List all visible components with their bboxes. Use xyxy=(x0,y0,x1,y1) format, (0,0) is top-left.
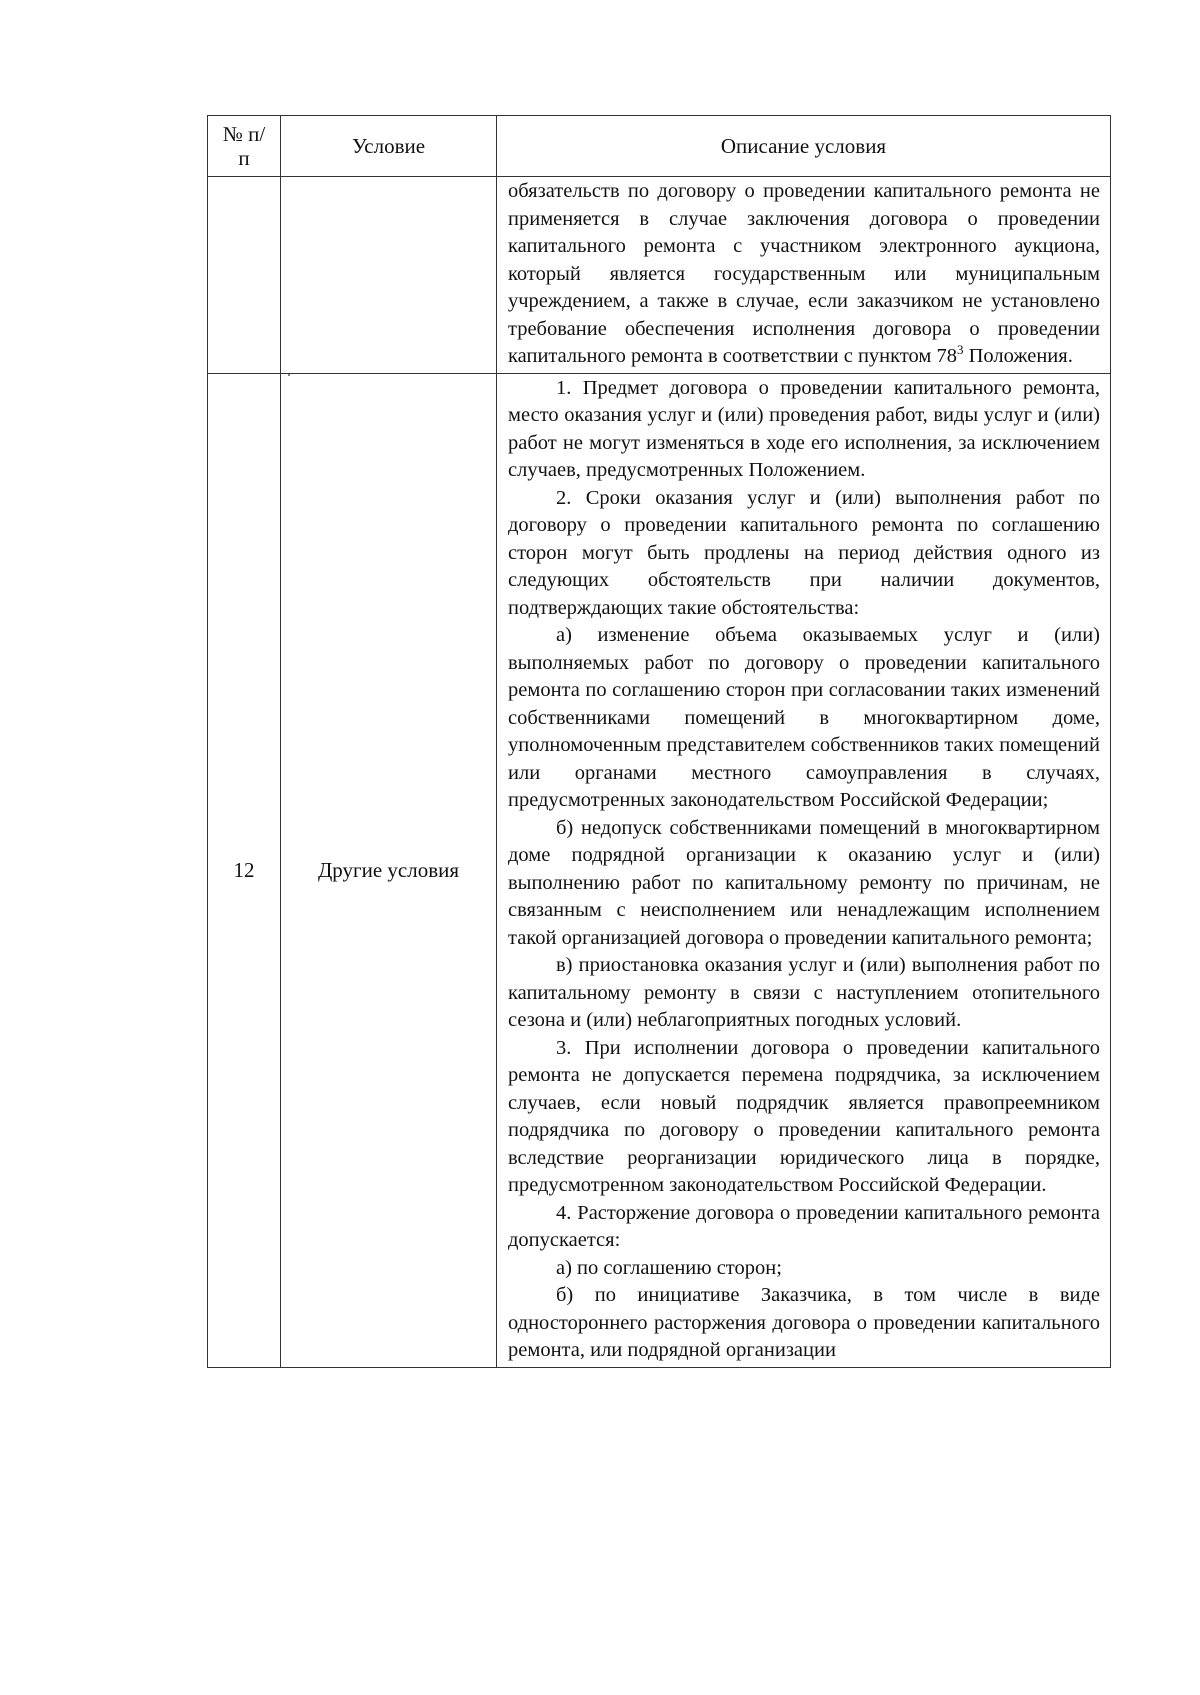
table-row-12 xyxy=(208,373,1111,1367)
row-description xyxy=(497,373,1111,1367)
row-condition xyxy=(281,177,497,374)
table-row-continued xyxy=(208,177,1111,374)
header-description: Описание условия xyxy=(497,116,1111,177)
table-header-row xyxy=(208,116,1111,177)
scan-speck xyxy=(288,374,290,376)
row-num xyxy=(208,177,281,374)
paragraph-4b: б) по инициативе Заказчика, в том числе в виде одностороннего расторжения договора о проведении капитального ремонта, или подрядной организации xyxy=(508,1284,1100,1361)
row-description xyxy=(497,177,1111,374)
paragraph-2c: в) приостановка оказания услуг и (или) выполнения работ по капитальному ремонту в связи с наступлением отопительного сезона и (или) неблагоприятных погодных условий. xyxy=(508,954,1100,1031)
conditions-table xyxy=(207,115,1111,1368)
paragraph-4a: а) по соглашению сторон; xyxy=(556,1256,782,1279)
row-condition: Другие условия xyxy=(281,373,497,1367)
document-page xyxy=(207,115,1110,1368)
paragraph-2a: а) изменение объема оказываемых услуг и (или) выполняемых работ по договору о проведении капитального ремонта по соглашению сторон при согласовании таких изменений собственниками помещений в многоквартирном доме, уполномоченным представителем собственников таких помещений или органами местного самоуправления в случаях, предусмотренных законодательством Российской Федерации; xyxy=(508,624,1100,811)
description-paragraph xyxy=(508,178,1100,371)
paragraph-3: 3. При исполнении договора о проведении капитального ремонта не допускается перемена подрядчика, за исключением случаев, если новый подрядчик является правопреемником подрядчика по договору о проведении капитального ремонта вследствие реорганизации юридического лица в порядке, предусмотренном законодательством Российской Федерации. xyxy=(508,1036,1100,1196)
header-condition: Условие xyxy=(281,116,497,177)
header-num: № п/п xyxy=(208,116,281,177)
continued-text: обязательств по договору о проведении капитального ремонта не применяется в случае заключения договора о проведении капитального ремонта с участником электронного аукциона, который является государственным или муниципальным учреждением, а также в случае, если заказчиком не установлено требование обеспечения исполнения договора о проведении капитального ремонта в соответствии с пунктом 78 xyxy=(508,180,1100,367)
paragraph-2: 2. Сроки оказания услуг и (или) выполнения работ по договору о проведении капитального ремонта по соглашению сторон могут быть продлены на период действия одного из следующих обстоятельств при наличии документов, подтверждающих такие обстоятельства: xyxy=(508,486,1100,619)
superscript: 3 xyxy=(956,342,964,358)
paragraph-4: 4. Расторжение договора о проведении капитального ремонта допускается: xyxy=(508,1201,1100,1251)
paragraph-2b: б) недопуск собственниками помещений в многоквартирном доме подрядной организации к оказанию услуг и (или) выполнению работ по капитальному ремонту по причинам, не связанным с неисполнением или ненадлежащим исполнением такой организацией договора о проведении капитального ремонта; xyxy=(508,816,1100,949)
paragraph-1: 1. Предмет договора о проведении капитального ремонта, место оказания услуг и (или) проведения работ, виды услуг и (или) работ не могут изменяться в ходе его исполнения, за исключением случаев, предусмотренных Положением. xyxy=(508,376,1100,481)
row-num: 12 xyxy=(208,373,281,1367)
continued-text-end: Положения. xyxy=(963,345,1073,367)
